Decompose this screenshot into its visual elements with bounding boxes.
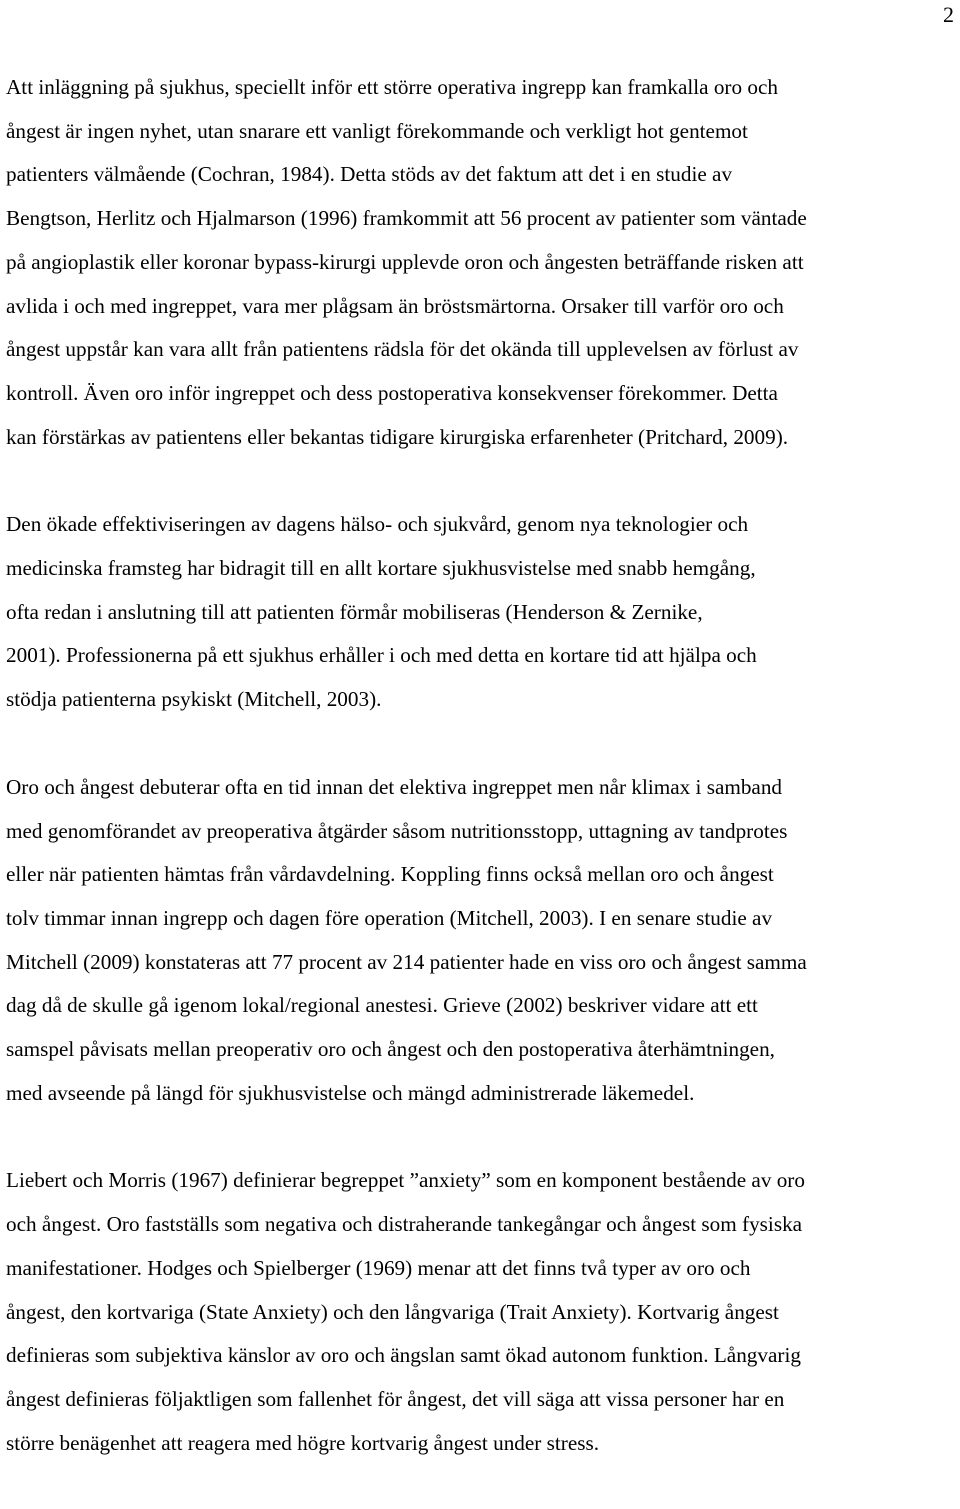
text-line: ångest definieras följaktligen som fallenhet för ångest, det vill säga att vissa personer har en [6, 1386, 785, 1411]
text-line: ångest är ingen nyhet, utan snarare ett vanligt förekommande och verkligt hot gentemot [6, 118, 748, 143]
text-line: dag då de skulle gå igenom lokal/regional anestesi. Grieve (2002) beskriver vidare att ett [6, 993, 758, 1018]
text-line: patienters välmående (Cochran, 1984). Detta stöds av det faktum att det i en studie av [6, 162, 733, 187]
text-line: kan förstärkas av patientens eller bekantas tidigare kirurgiska erfarenheter (Pritchard, 2009). [6, 424, 789, 449]
paragraph-4 [6, 1159, 958, 1465]
text-line: Att inläggning på sjukhus, speciellt inför ett större operativa ingrepp kan framkalla oro och [6, 75, 778, 99]
text-line: medicinska framsteg har bidragit till en allt kortare sjukhusvistelse med snabb hemgång, [6, 556, 756, 581]
paragraph-1 [6, 66, 958, 459]
text-line: Bengtson, Herlitz och Hjalmarson (1996) framkommit att 56 procent av patienter som väntade [6, 206, 807, 231]
text-line: och ångest. Oro fastställs som negativa och distraherande tankegångar och ångest som fysiska [6, 1212, 803, 1237]
text-line: ångest uppstår kan vara allt från patientens rädsla för det okända till upplevelsen av förlust av [6, 337, 799, 362]
text-line: med avseende på längd för sjukhusvistelse och mängd administrerade läkemedel. [6, 1080, 695, 1105]
text-line: på angioplastik eller koronar bypass-kirurgi upplevde oron och ångesten beträffande risken att [6, 249, 804, 274]
page-number: 2 [943, 2, 954, 27]
paragraph-3 [6, 766, 958, 1116]
text-line: manifestationer. Hodges och Spielberger (1969) menar att det finns två typer av oro och [6, 1255, 751, 1280]
text-line: 2001). Professionerna på ett sjukhus erhåller i och med detta en kortare tid att hjälpa och [6, 643, 757, 668]
text-line: eller när patienten hämtas från vårdavdelning. Koppling finns också mellan oro och ångest [6, 862, 774, 887]
text-line: avlida i och med ingreppet, vara mer plågsam än bröstsmärtorna. Orsaker till varför oro och [6, 293, 784, 318]
text-line: tolv timmar innan ingrepp och dagen före operation (Mitchell, 2003). I en senare studie av [6, 905, 773, 930]
text-line: större benägenhet att reagera med högre kortvarig ångest under stress. [6, 1430, 600, 1455]
text-line: ångest, den kortvariga (State Anxiety) och den långvariga (Trait Anxiety). Kortvarig ångest [6, 1299, 779, 1324]
text-line: kontroll. Även oro inför ingreppet och dess postoperativa konsekvenser förekommer. Detta [6, 380, 778, 405]
text-line: Liebert och Morris (1967) definierar begreppet ”anxiety” som en komponent bestående av oro [6, 1168, 805, 1193]
text-line: definieras som subjektiva känslor av oro och ängslan samt ökad autonom funktion. Långvarig [6, 1343, 801, 1368]
document-body [6, 66, 958, 1509]
text-line: ofta redan i anslutning till att patienten förmår mobiliseras (Henderson & Zernike, [6, 599, 703, 624]
text-line: Den ökade effektiviseringen av dagens hälso- och sjukvård, genom nya teknologier och [6, 512, 749, 537]
text-line: samspel påvisats mellan preoperativ oro och ångest och den postoperativa återhämtningen, [6, 1037, 775, 1062]
text-line: med genomförandet av preoperativa åtgärder såsom nutritionsstopp, uttagning av tandprotes [6, 818, 788, 843]
text-line: Mitchell (2009) konstateras att 77 procent av 214 patienter hade en viss oro och ångest samma [6, 949, 807, 974]
text-line: Oro och ångest debuterar ofta en tid innan det elektiva ingreppet men når klimax i samband [6, 774, 783, 799]
paragraph-2 [6, 503, 958, 722]
text-line: stödja patienterna psykiskt (Mitchell, 2003). [6, 687, 382, 712]
